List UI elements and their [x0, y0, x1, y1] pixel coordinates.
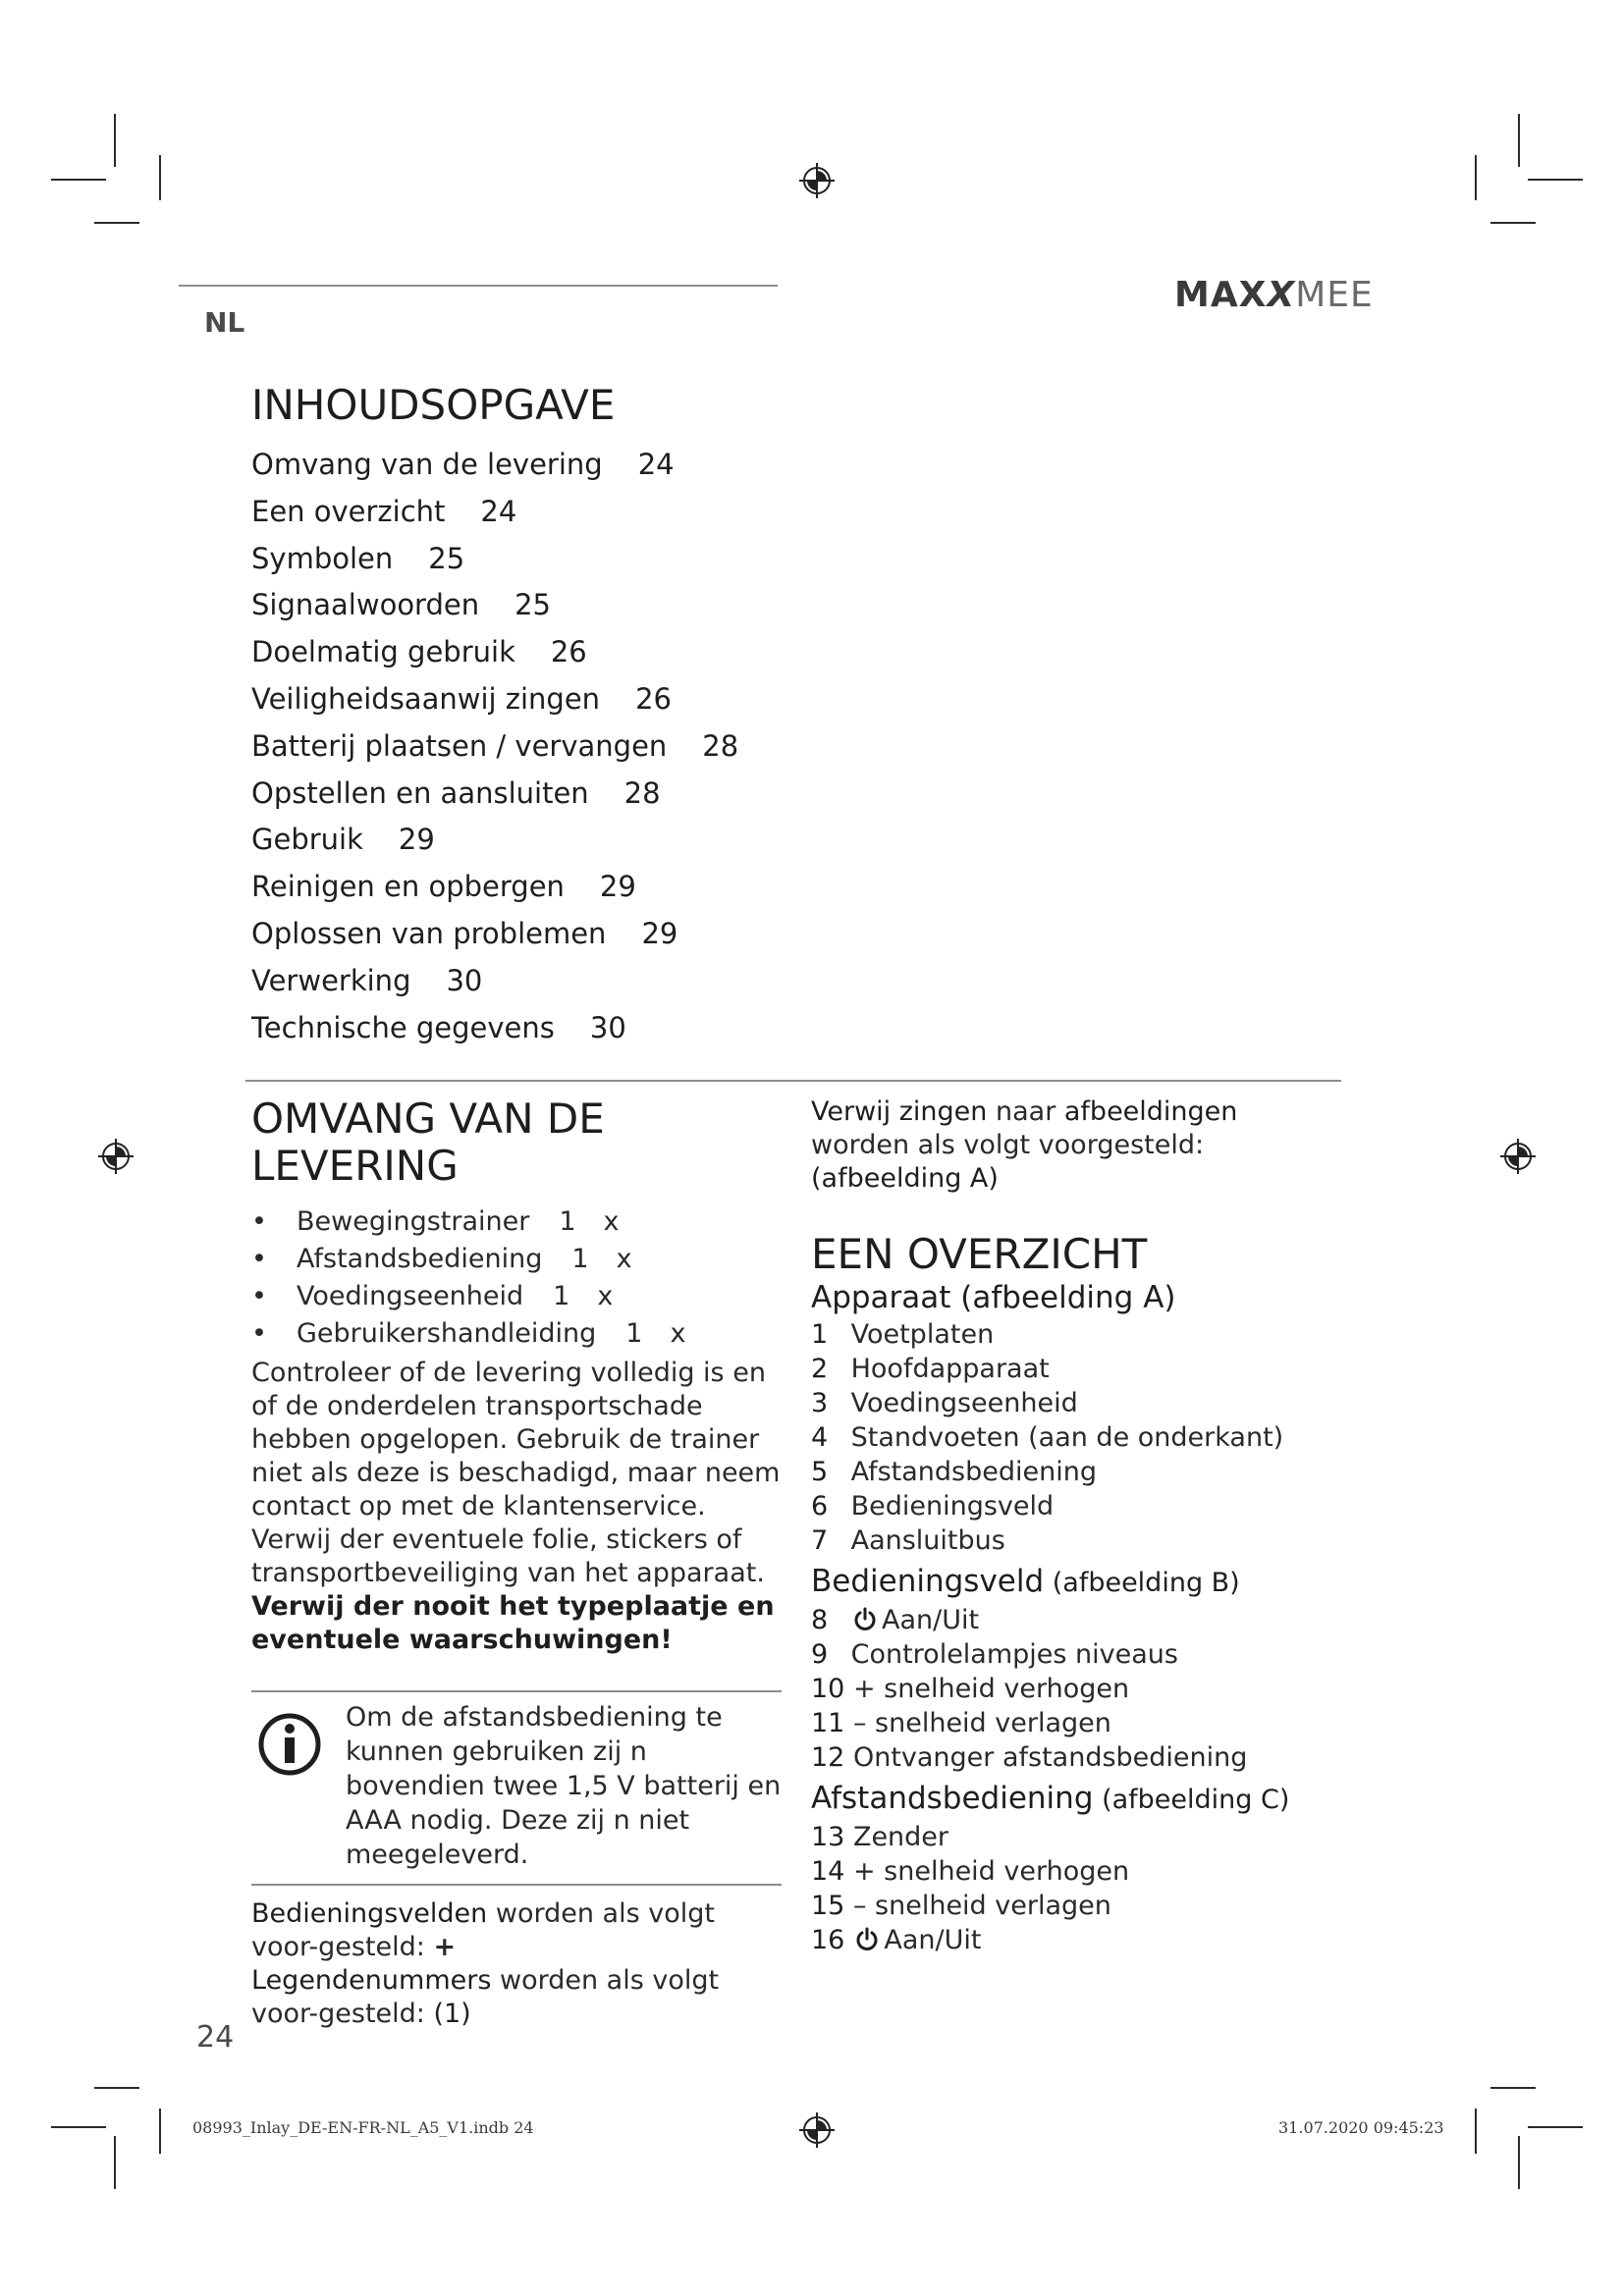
toc-item-page: 30	[446, 963, 483, 997]
print-file-name: 08993_Inlay_DE-EN-FR-NL_A5_V1.indb 24	[192, 2118, 534, 2137]
toc-item	[251, 771, 738, 818]
logo-x: X	[1267, 275, 1296, 315]
toc-item-page: 28	[623, 775, 661, 810]
part-label: Aansluitbus	[850, 1525, 1005, 1556]
toc-item	[251, 958, 738, 1005]
language-code: NL	[204, 306, 245, 339]
toc-title: INHOUDSOPGAVE	[251, 381, 616, 429]
part-number: 3	[811, 1388, 829, 1418]
panel-heading: Bedieningsveld (afbeelding B)	[811, 1564, 1240, 1599]
registration-mark-icon	[797, 161, 837, 200]
toc-item-page: 25	[428, 541, 465, 575]
scope-item-qty: 1	[571, 1244, 589, 1274]
scope-item-unit: x	[616, 1244, 632, 1274]
part-label: Aan/Uit	[884, 1925, 982, 1955]
crop-mark	[94, 222, 139, 224]
part-label: Ontvanger afstandsbediening	[852, 1742, 1248, 1773]
toc-item-label: Signaalwoorden	[251, 588, 480, 622]
remote-heading: Afstandsbediening (afbeelding C)	[811, 1781, 1290, 1816]
toc-item-page: 24	[637, 448, 675, 481]
crop-mark	[1528, 179, 1583, 181]
part-item	[811, 1352, 1341, 1386]
toc-item	[251, 676, 738, 723]
toc-item-page: 24	[480, 494, 517, 528]
part-number: 2	[811, 1354, 829, 1384]
part-number: 6	[811, 1491, 829, 1522]
crop-mark	[51, 179, 106, 181]
part-label: Zender	[852, 1822, 949, 1852]
panel-parts-list	[811, 1603, 1341, 1775]
registration-mark-icon	[96, 1137, 135, 1176]
remote-parts-list	[811, 1820, 1341, 1957]
crop-mark	[1475, 2109, 1477, 2154]
device-heading: Apparaat (afbeelding A)	[811, 1280, 1176, 1315]
scope-item	[251, 1241, 782, 1278]
scope-item	[251, 1315, 782, 1353]
info-icon	[257, 1712, 322, 1777]
part-number: 1	[811, 1319, 829, 1350]
header-rule	[179, 285, 778, 287]
toc-item-label: Gebruik	[251, 823, 363, 857]
toc-item	[251, 582, 738, 629]
toc-item-label: Oplossen van problemen	[251, 916, 607, 950]
toc-item	[251, 629, 738, 676]
overview-section	[811, 1095, 1341, 1957]
part-item	[811, 1523, 1341, 1558]
part-number: 10	[811, 1674, 845, 1704]
part-item	[811, 1637, 1341, 1672]
brand-logo: MAXXMEE	[1174, 275, 1374, 315]
scope-item-name: Bewegingstrainer	[297, 1206, 530, 1237]
part-label: Bedieningsveld	[850, 1491, 1055, 1522]
device-parts-list	[811, 1317, 1341, 1558]
part-number: 4	[811, 1422, 829, 1453]
part-item	[811, 1889, 1341, 1923]
toc-item-label: Technische gegevens	[251, 1010, 555, 1044]
toc-item-page: 29	[641, 916, 678, 950]
part-label: Aan/Uit	[882, 1605, 980, 1635]
print-timestamp: 31.07.2020 09:45:23	[1278, 2118, 1444, 2137]
scope-item-unit: x	[597, 1281, 614, 1311]
crop-mark	[1518, 2136, 1520, 2189]
toc-item-label: Omvang van de levering	[251, 448, 603, 481]
registration-mark-icon	[1498, 1137, 1538, 1176]
toc-item-page: 28	[702, 728, 739, 763]
scope-item-qty: 1	[553, 1281, 570, 1311]
toc-item-label: Batterij plaatsen / vervangen	[251, 728, 668, 763]
part-number: 9	[811, 1639, 829, 1670]
part-number: 12	[811, 1742, 845, 1773]
legend-paragraph: Legendenummers worden als volgt voor-gesteld: (1)	[251, 1965, 720, 2029]
part-item	[811, 1489, 1341, 1523]
part-label: + snelheid verhogen	[852, 1674, 1130, 1704]
registration-mark-icon	[797, 2110, 837, 2150]
page-number: 24	[196, 2020, 235, 2055]
part-item	[811, 1386, 1341, 1420]
scope-item-qty: 1	[559, 1206, 576, 1237]
toc-item	[251, 1005, 738, 1052]
toc-item-page: 26	[635, 681, 672, 716]
scope-item-unit: x	[670, 1318, 686, 1349]
part-number: 14	[811, 1856, 845, 1887]
toc-item-page: 29	[599, 870, 636, 904]
scope-item-name: Afstandsbediening	[297, 1244, 543, 1274]
scope-item-name: Voedingseenheid	[297, 1281, 524, 1311]
part-label: Voetplaten	[850, 1319, 995, 1350]
crop-mark	[1528, 2126, 1583, 2128]
part-number: 13	[811, 1822, 845, 1852]
toc-item	[251, 817, 738, 864]
battery-note-text: Om de afstandsbediening te kunnen gebruiken zij n bovendien twee 1,5 V batterij en AAA nodig. Deze zij n niet meegeleverd.	[346, 1702, 782, 1870]
part-number: 8	[811, 1605, 829, 1635]
scope-item	[251, 1203, 782, 1241]
part-label: Voedingseenheid	[850, 1388, 1078, 1418]
part-label: – snelheid verlagen	[852, 1708, 1111, 1738]
scope-list	[251, 1203, 782, 1353]
power-icon	[852, 1607, 878, 1632]
part-item	[811, 1854, 1341, 1889]
part-item	[811, 1455, 1341, 1489]
crop-mark	[51, 2126, 106, 2128]
toc-item-page: 30	[589, 1010, 626, 1044]
crop-mark	[114, 2136, 116, 2189]
crop-mark	[159, 155, 161, 200]
part-number: 16	[811, 1925, 845, 1955]
battery-note	[251, 1690, 782, 1886]
toc-item-label: Symbolen	[251, 541, 394, 575]
part-number: 5	[811, 1457, 829, 1487]
toc-item-page: 26	[550, 635, 587, 669]
toc-item-label: Opstellen en aansluiten	[251, 775, 589, 810]
toc-item-label: Doelmatig gebruik	[251, 635, 515, 669]
crop-mark	[94, 2087, 139, 2089]
toc-item-page: 29	[398, 823, 435, 857]
toc-item-label: Reinigen en opbergen	[251, 870, 565, 904]
part-label: Hoofdapparaat	[850, 1354, 1050, 1384]
part-label: + snelheid verhogen	[852, 1856, 1130, 1887]
part-item	[811, 1923, 1341, 1957]
part-item	[811, 1740, 1341, 1775]
part-item	[811, 1706, 1341, 1740]
part-label: Afstandsbediening	[850, 1457, 1097, 1487]
part-item	[811, 1317, 1341, 1352]
scope-item-unit: x	[603, 1206, 620, 1237]
fields-paragraph: Bedieningsvelden worden als volgt voor-gesteld: +	[251, 1898, 715, 1962]
toc-item-label: Veiligheidsaanwij zingen	[251, 681, 601, 716]
figure-reference-intro: Verwij zingen naar afbeeldingen worden als volgt voorgesteld: (afbeelding A)	[811, 1096, 1238, 1194]
power-icon	[854, 1927, 880, 1952]
toc-list	[251, 442, 738, 1051]
crop-mark	[1490, 222, 1536, 224]
section-rule	[245, 1080, 1341, 1082]
part-item	[811, 1603, 1341, 1637]
scope-item-qty: 1	[625, 1318, 643, 1349]
toc-item	[251, 723, 738, 771]
part-number: 7	[811, 1525, 829, 1556]
toc-item	[251, 489, 738, 536]
crop-mark	[1490, 2087, 1536, 2089]
part-item	[811, 1420, 1341, 1455]
part-label: Standvoeten (aan de onderkant)	[850, 1422, 1284, 1453]
scope-warning: Verwij der nooit het typeplaatje en eventuele waarschuwingen!	[251, 1591, 775, 1655]
toc-item-label: Een overzicht	[251, 494, 446, 528]
crop-mark	[159, 2109, 161, 2154]
scope-title: OMVANG VAN DE LEVERING	[251, 1095, 605, 1190]
scope-item-name: Gebruikershandleiding	[297, 1318, 597, 1349]
toc-item-label: Verwerking	[251, 963, 411, 997]
part-item	[811, 1820, 1341, 1854]
scope-check-paragraph: Controleer of de levering volledig is en of de onderdelen transportschade hebben opgelopen. Gebruik de trainer niet als deze is beschadigd, maar neem contact op met de klantenservice.	[251, 1358, 781, 1522]
toc-item-page: 25	[514, 588, 552, 622]
crop-mark	[1518, 114, 1520, 167]
toc-item	[251, 911, 738, 958]
part-label: Controlelampjes niveaus	[850, 1639, 1178, 1670]
toc-item	[251, 536, 738, 583]
crop-mark	[1475, 155, 1477, 200]
toc-item	[251, 864, 738, 911]
scope-section	[251, 1095, 782, 2031]
part-number: 11	[811, 1708, 845, 1738]
part-item	[811, 1672, 1341, 1706]
overview-title: EEN OVERZICHT	[811, 1230, 1148, 1278]
toc-item	[251, 442, 738, 489]
part-label: – snelheid verlagen	[852, 1891, 1111, 1921]
scope-item	[251, 1278, 782, 1315]
part-number: 15	[811, 1891, 845, 1921]
crop-mark	[114, 114, 116, 167]
scope-remove-paragraph: Verwij der eventuele folie, stickers of transportbeveiliging van het apparaat.	[251, 1524, 765, 1588]
